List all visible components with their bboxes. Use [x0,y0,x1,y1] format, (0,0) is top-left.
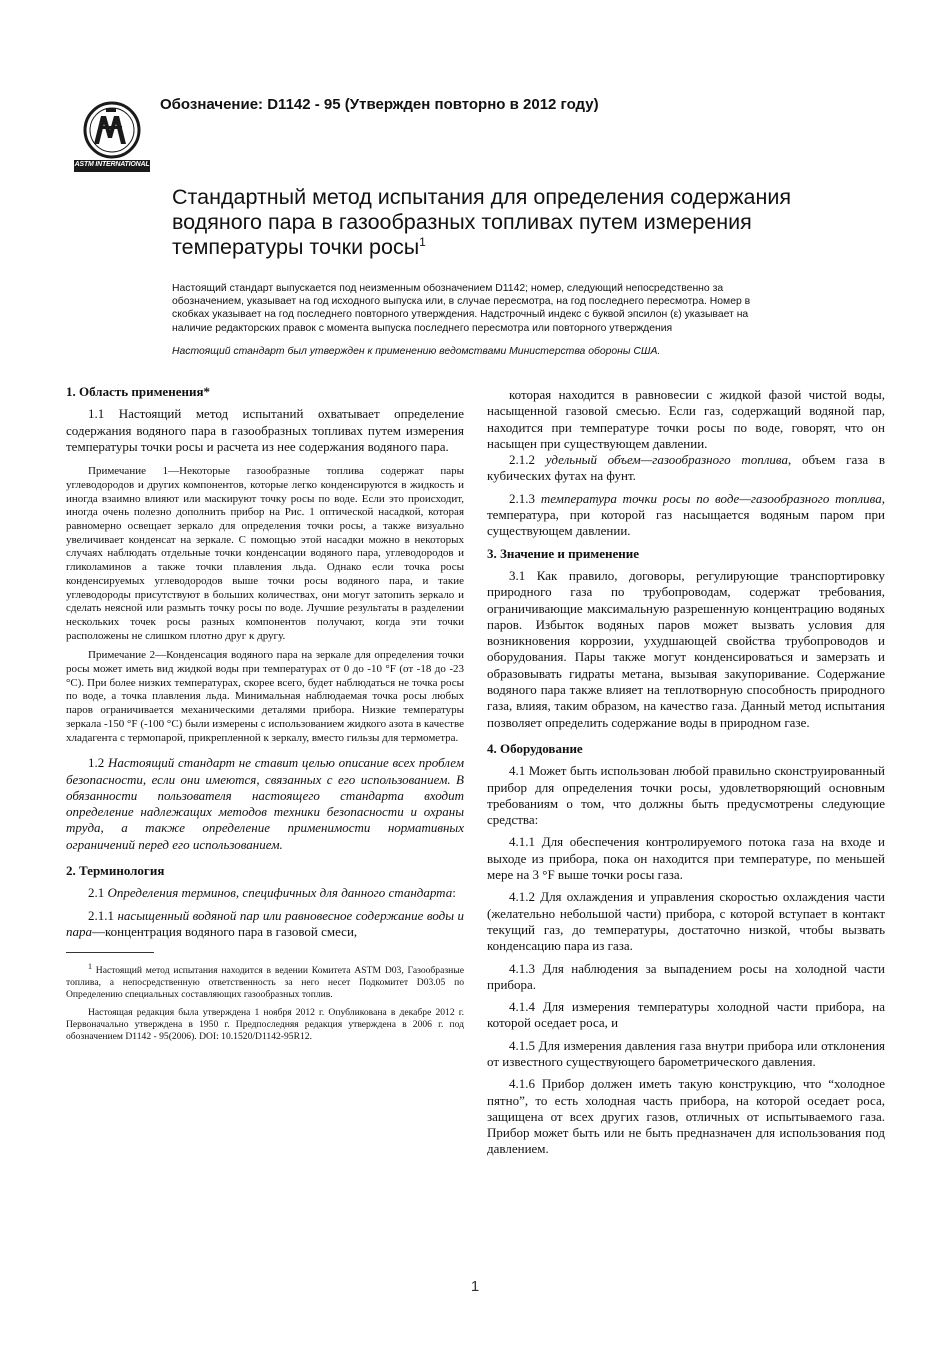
paragraph-2-1-1-continued: которая находится в равновесии с жидкой фазой чистой воды, насыщенной газовой смесью. Если газ, содержащий водяной пар, находится при температуре точки росы по воде, говорят, что он насыщен при существующем давлении. [487,387,885,451]
paragraph-2-1-2: 2.1.2 удельный объем—газообразного топлива, объем газа в кубических футах на фунт. [487,452,886,484]
footnote-1: $^1$ Настоящий метод испытания находится в ведении Комитета ASTM D03, Газообразные топлива, а непосредственную ответственность за него несет Подкомитет D03.05 по Определению специальных составляющих газообразных топлив. [66,962,464,1001]
paragraph-4-1-3: 4.1.3 Для наблюдения за выпадением росы на холодной части прибора. [487,960,885,992]
note-2: Примечание 2—Конденсация водяного пара на зеркале для определения точки росы может иметь вид жидкой воды при температурах от 0 до -10 °F (от -18 до -23 °C). При более низких температурах, скорее всего, будет наблюдаться не точка росы по воде, а точка плавления льда. Минимальная наблюдаемая точка росы любых паров ограничивается механическими деталями прибора. Низкие температуры зеркала -150 °F (-100 °C) были измерены с использованием жидкого азота в качестве хладагента с термопарой, прикрепленной к зеркалу, вместо гильзы для термометра. [66,649,464,744]
left-column [66,384,464,1043]
paragraph-2-1: 2.1 Определения терминов, специфичных для данного стандарта: [88,885,456,901]
paragraph-4-1-2: 4.1.2 Для охлаждения и управления скоростью охлаждения части (желательно небольшой части) прибора, с которой вступает в контакт текущий газ, до температуры, достаточно низкой, чтобы вызвать конденсацию пара из газа. [487,889,885,954]
intro-paragraph: Настоящий стандарт выпускается под неизменным обозначением D1142; номер, следующий непосредственно за обозначением, указывает на год исходного выпуска или, в случае пересмотра, на год последнего пересмотра. Номер в скобках указывает на год последнего повторного утверждения. Надстрочный индекс с буквой эпсилон (ε) указывает на наличие редакторских правок с момента выпуска последнего пересмотра или повторного утверждения [172,283,751,334]
paragraph-1-1: 1.1 Настоящий метод испытаний охватывает определение содержания водяного пара в газообразных топливах путем измерения температуры точки росы и расчета из нее содержания водяного пара. [66,406,464,454]
paragraph-3-1: 3.1 Как правило, договоры, регулирующие транспортировку природного газа по трубопроводам, содержат требования, ограничивающие максимальную разрешенную концентрацию водяных паров. Избыток водяных паров может вызвать условия для возникновения коррозии, ухудшающей свойства трубопроводов и оборудования. Пары также могут конденсироваться и замерзать и образовывать гидраты метана, вызывая закупоривание. Содержание водяного пара также влияет на теплотворную способность природного газа, влияя, таким образом, на качество газа. Данный метод испытания позволяет определить содержание воды в природном газе. [487,567,885,730]
paragraph-4-1-5: 4.1.5 Для измерения давления газа внутри прибора или отклонения от известного существующего барометрического давления. [487,1037,885,1069]
section-1-heading: 1. Область применения* [66,384,210,399]
section-3-heading: 3. Значение и применение [487,545,640,561]
section-4-heading: 4. Оборудование [487,740,583,756]
document-title [172,185,872,260]
paragraph-1-2: 1.2 Настоящий стандарт не ставит целью описание всех проблем безопасности, если они имеются, связанных с его использованием. В обязанности пользователя настоящего стандарта входит определение надлежащих методов техники безопасности и охраны труда, а также определение применимости нормативных ограничений перед его использованием. [66,755,464,852]
right-column [487,387,885,1158]
paragraph-4-1-1: 4.1.1 Для обеспечения контролируемого потока газа на входе и выходе из прибора, пока он находится при температуре, по меньшей мере на 3 °F выше точки росы газа. [487,834,885,883]
paragraph-4-1: 4.1 Может быть использован любой правильно сконструированный прибор для определения точки росы, удовлетворяющий основным требованиям о том, что должны быть предусмотрены следующие средства: [487,763,885,828]
footnote-2: Настоящая редакция была утверждена 1 ноября 2012 г. Опубликована в декабре 2012 г. Первоначально утверждена в 1950 г. Предпоследняя редакция утверждена в 2006 г. под обозначением D1142 - 95(2006). DOI: 10.1520/D1142-95R12. [66,1007,464,1043]
note-1: Примечание 1—Некоторые газообразные топлива содержат пары углеводородов и других компонентов, которые легко конденсируются в жидкость и иногда взаимно влияют или маскируют точку росы по воде. Если это происходит, иногда очень полезно дополнить прибор на Рис. 1 оптической насадкой, которая равномерно освещает зеркало для определения точки росы, а также визуально увеличивает конденсат на зеркале. С помощью этой насадки можно в некоторых случаях наблюдать отдельные точки конденсации водяного пара, углеводородов и гликоламинов а также точки плавления льда. Однако если точка росы конденсируемых углеводородов выше точки росы водяного пара, и такие углеводороды присутствуют в больших количествах, они могут затопить зеркало и сделать неясной или размыть точку росы по воде. Лучшие результаты в разделении нескольких точек росы разных компонентов получают, когда эти точки расположены не слишком плотно друг к другу. [66,465,464,642]
paragraph-4-1-6: 4.1.6 Прибор должен иметь такую конструкцию, что “холодное пятно”, то есть холодная часть прибора, на которой оседает роса, защищена от всех других газов, отличных от испытываемого газа. Прибор может быть или не быть предназначен для использования под давлением. [487,1076,885,1157]
approval-note: Настоящий стандарт был утвержден к применению ведомствами Министерства обороны США. [172,346,661,357]
paragraph-2-1-1: 2.1.1 насыщенный водяной пар или равновесное содержание воды и пара—концентрация водяного пара в газовой смеси, [66,907,464,939]
paragraph-2-1-3: 2.1.3 температура точки росы по воде—газообразного топлива, температура, при которой газ насыщается водяным паром при существующем давлении. [487,490,885,539]
paragraph-4-1-4: 4.1.4 Для измерения температуры холодной части прибора, на которой оседает роса, и [487,999,885,1031]
title-footnote-mark: 1 [419,234,426,249]
footnote-divider [66,952,154,953]
section-2-heading: 2. Терминология [66,863,165,879]
page-number: 1 [470,1278,480,1295]
document-title-text: Стандартный метод испытания для определения содержания водяного пара в газообразных топливах путем измерения температуры точки росы [172,185,791,259]
astm-logo-wordmark: ASTM INTERNATIONAL [74,161,150,168]
designation: Обозначение: D1142 - 95 (Утвержден повторно в 2012 году) [160,96,599,113]
